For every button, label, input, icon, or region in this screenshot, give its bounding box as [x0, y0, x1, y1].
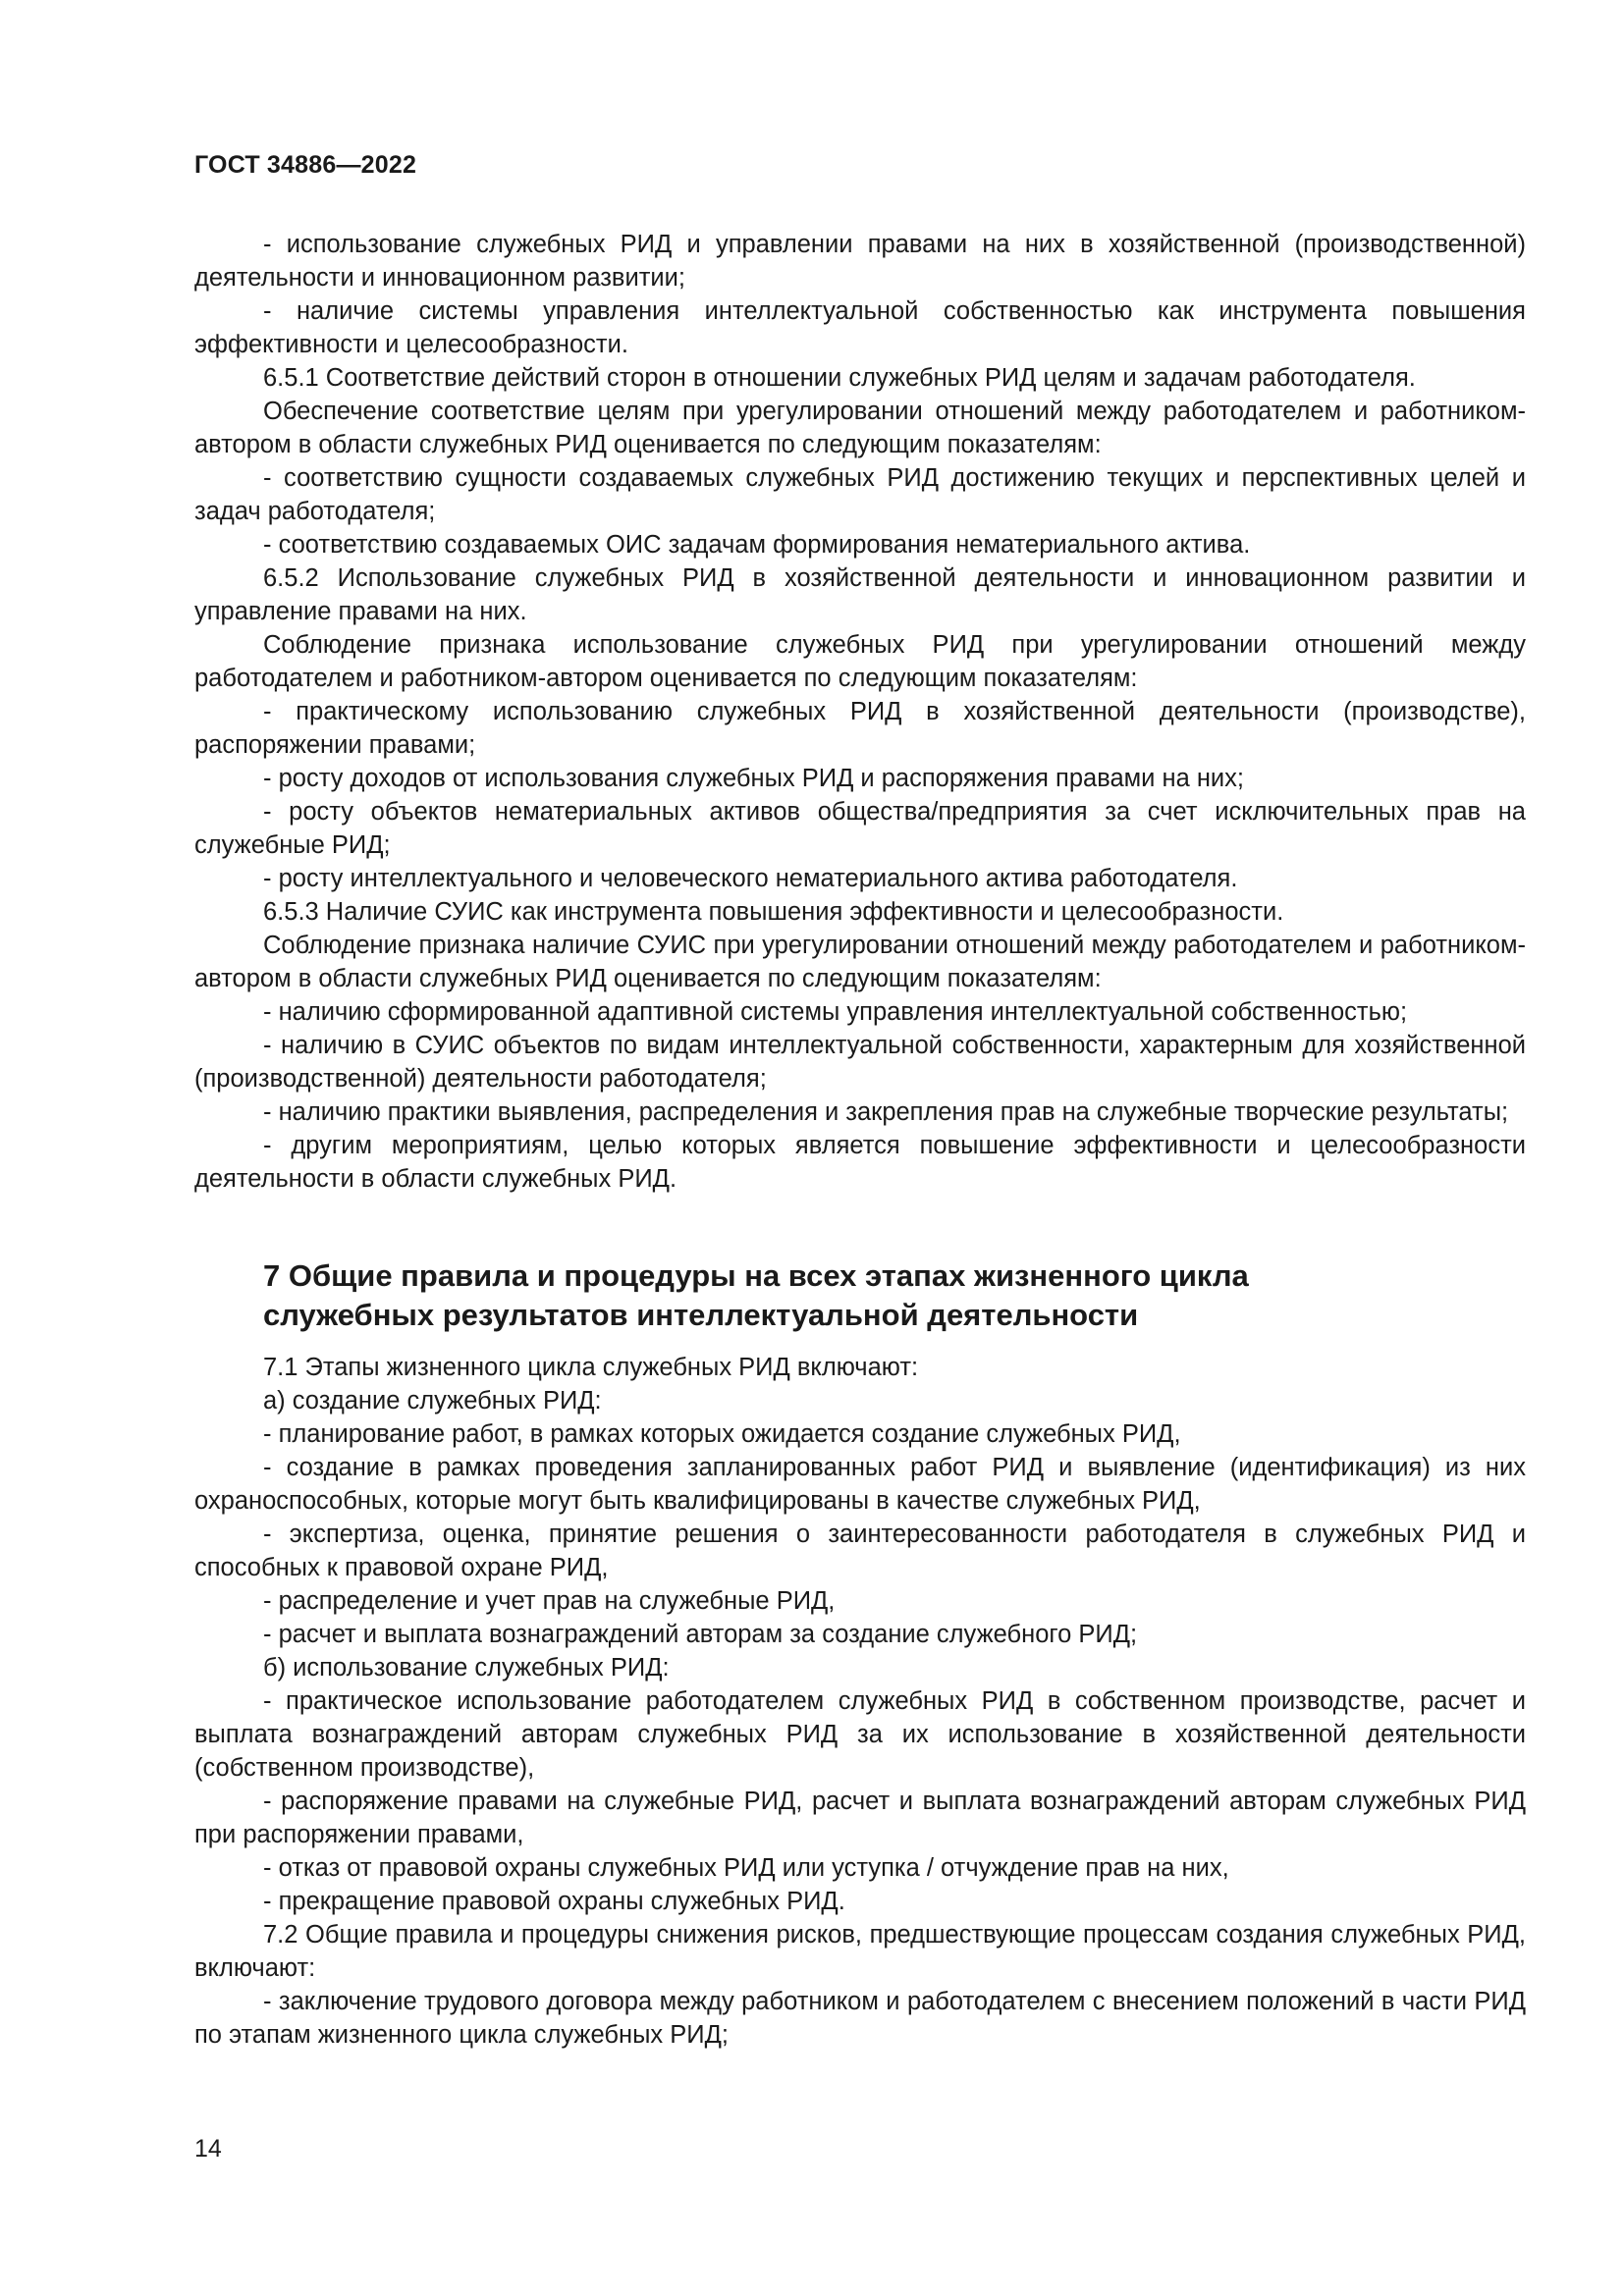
text-block-section-7: [194, 1351, 1526, 2052]
paragraph: Соблюдение признака использование служебных РИД при урегулировании отношений между работодателем и работником-автором оценивается по следующим показателям:: [194, 631, 1526, 692]
document-header-title: ГОСТ 34886—2022: [194, 151, 417, 179]
paragraph: - росту объектов нематериальных активов общества/предприятия за счет исключительных прав на служебные РИД;: [194, 798, 1526, 859]
paragraph: - расчет и выплата вознаграждений авторам за создание служебного РИД;: [263, 1621, 1138, 1648]
paragraph: - отказ от правовой охраны служебных РИД или уступка / отчуждение прав на них,: [263, 1854, 1229, 1882]
paragraph: - заключение трудового договора между работником и работодателем с внесением положений в части РИД по этапам жизненного цикла служебных РИД;: [194, 1988, 1526, 2049]
paragraph: 7.2 Общие правила и процедуры снижения рисков, предшествующие процессам создания служебных РИД, включают:: [194, 1921, 1526, 1982]
paragraph: - практическое использование работодателем служебных РИД в собственном производстве, расчет и выплата вознаграждений авторам служебных РИД за их использование в хозяйственной деятельности (собственном производстве),: [194, 1687, 1526, 1782]
paragraph: - соответствию создаваемых ОИС задачам формирования нематериального актива.: [263, 531, 1251, 559]
paragraph: - прекращение правовой охраны служебных РИД.: [263, 1888, 845, 1915]
paragraph: - наличию практики выявления, распределения и закрепления прав на служебные творческие результаты;: [263, 1098, 1509, 1126]
paragraph: - практическому использованию служебных РИД в хозяйственной деятельности (производстве), распоряжении правами;: [194, 698, 1526, 759]
paragraph: - экспертиза, оценка, принятие решения о заинтересованности работодателя в служебных РИД и способных к правовой охране РИД,: [194, 1521, 1526, 1581]
paragraph: 6.5.3 Наличие СУИС как инструмента повышения эффективности и целесообразности.: [263, 898, 1284, 926]
paragraph: 6.5.2 Использование служебных РИД в хозяйственной деятельности и инновационном развитии и управление правами на них.: [194, 564, 1526, 625]
paragraph: - планирование работ, в рамках которых ожидается создание служебных РИД,: [263, 1420, 1181, 1448]
paragraph: Соблюдение признака наличие СУИС при урегулировании отношений между работодателем и работником-автором в области служебных РИД оценивается по следующим показателям:: [194, 932, 1526, 992]
paragraph: б) использование служебных РИД:: [263, 1654, 670, 1682]
paragraph: - наличию в СУИС объектов по видам интеллектуальной собственности, характерным для хозяйственной (производственной) деятельности работодателя;: [194, 1032, 1526, 1093]
paragraph: - росту интеллектуального и человеческого нематериального актива работодателя.: [263, 865, 1238, 892]
paragraph: - наличию сформированной адаптивной системы управления интеллектуальной собственностью;: [263, 998, 1408, 1026]
paragraph: - создание в рамках проведения запланированных работ РИД и выявление (идентификация) из них охраноспособных, которые могут быть квалифицированы в качестве служебных РИД,: [194, 1454, 1526, 1515]
paragraph: - использование служебных РИД и управлении правами на них в хозяйственной (производственной) деятельности и инновационном развитии;: [194, 231, 1526, 292]
text-block-section-6: [194, 228, 1526, 1196]
section-7-heading-line1: 7 Общие правила и процедуры на всех этапах жизненного цикла: [263, 1258, 1249, 1293]
paragraph: - другим мероприятиям, целью которых является повышение эффективности и целесообразности деятельности в области служебных РИД.: [194, 1132, 1526, 1193]
section-7-heading-line2: служебных результатов интеллектуальной деятельности: [263, 1298, 1139, 1332]
paragraph: - росту доходов от использования служебных РИД и распоряжения правами на них;: [263, 765, 1245, 792]
paragraph: Обеспечение соответствие целям при урегулировании отношений между работодателем и работником-автором в области служебных РИД оценивается по следующим показателям:: [194, 398, 1526, 458]
section-7-heading: [263, 1256, 1490, 1335]
paragraph: - распределение и учет прав на служебные РИД,: [263, 1587, 836, 1615]
page-number: 14: [194, 2135, 222, 2163]
paragraph: а) создание служебных РИД:: [263, 1387, 602, 1415]
paragraph: 6.5.1 Соответствие действий сторон в отношении служебных РИД целям и задачам работодателя.: [263, 364, 1416, 392]
paragraph: 7.1 Этапы жизненного цикла служебных РИД включают:: [263, 1354, 919, 1381]
paragraph: - соответствию сущности создаваемых служебных РИД достижению текущих и перспективных целей и задач работодателя;: [194, 464, 1526, 525]
paragraph: - распоряжение правами на служебные РИД, расчет и выплата вознаграждений авторам служебных РИД при распоряжении правами,: [194, 1788, 1526, 1848]
paragraph: - наличие системы управления интеллектуальной собственностью как инструмента повышения эффективности и целесообразности.: [194, 297, 1526, 358]
